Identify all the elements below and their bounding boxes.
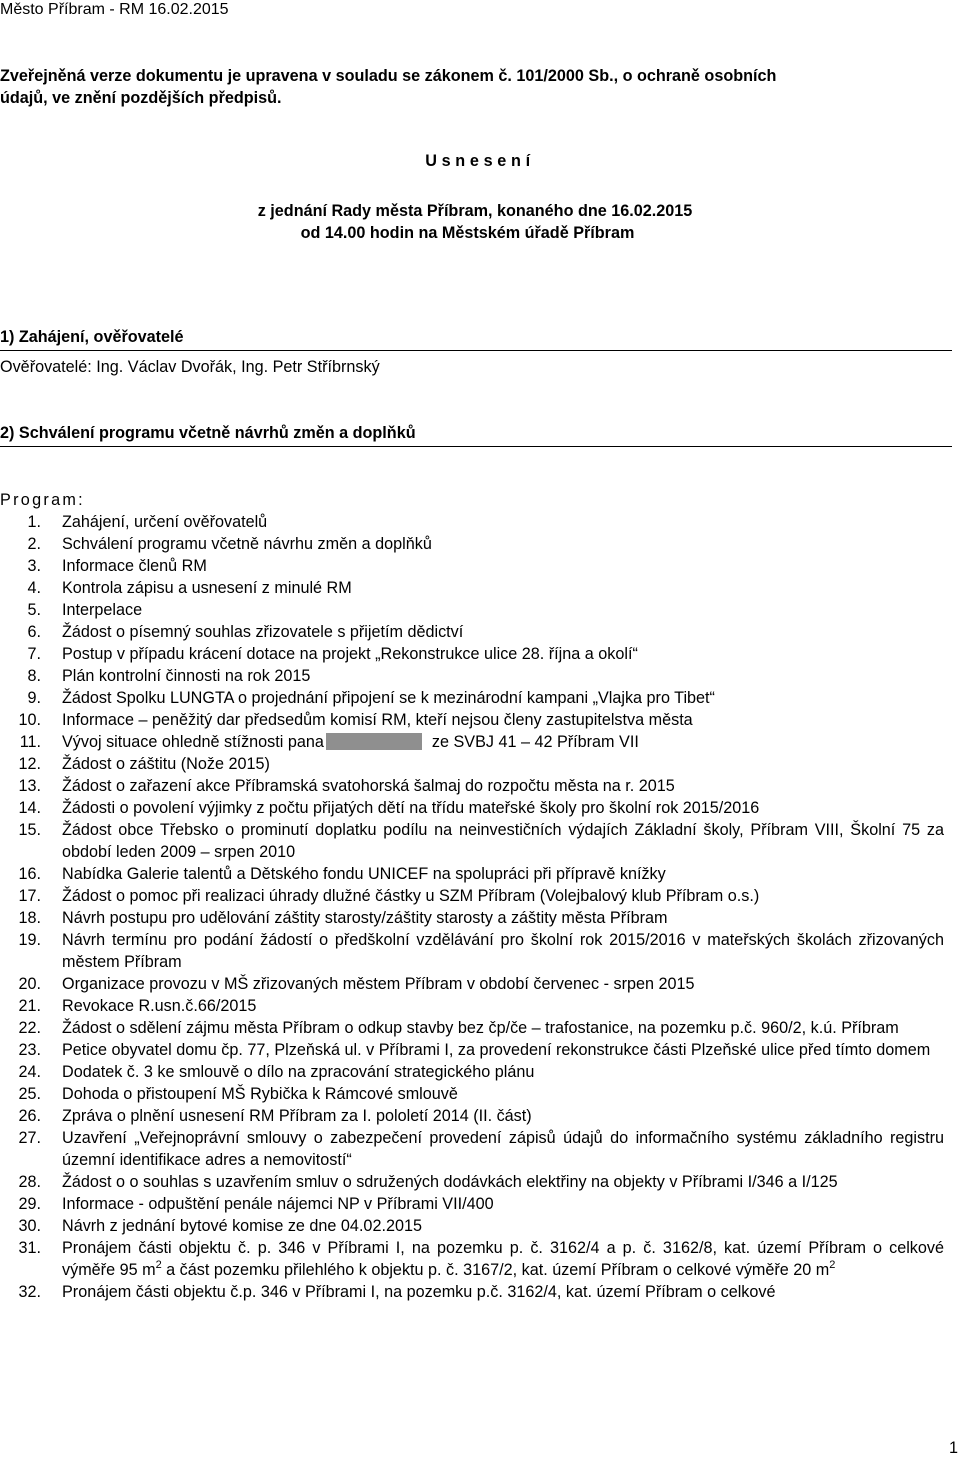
program-item: [0, 1237, 944, 1281]
program-item-number: 11.: [19, 733, 41, 751]
program-item: [0, 621, 944, 643]
program-item: [0, 533, 944, 555]
program-item: [0, 1281, 944, 1303]
program-item-number: 19.: [18, 931, 41, 949]
program-item: [0, 1127, 944, 1171]
program-item-text: Plán kontrolní činnosti na rok 2015: [62, 667, 311, 685]
program-item-number: 9.: [27, 689, 41, 707]
program-item: [0, 599, 944, 621]
program-item: [0, 1105, 944, 1127]
program-item-number: 26.: [18, 1107, 41, 1125]
program-list: [0, 511, 944, 1303]
program-item-number: 28.: [18, 1173, 41, 1191]
program-item-number: 16.: [18, 865, 41, 883]
program-item-number: 1.: [27, 513, 41, 531]
redacted-name-block: [326, 733, 422, 750]
program-item-text: Žádost o sdělení zájmu města Příbram o odkup stavby bez čp/če – trafostanice, na pozemku p.č. 960/2, k.ú. Příbram: [62, 1019, 899, 1037]
program-item-number: 27.: [18, 1129, 41, 1147]
program-item: [0, 753, 944, 775]
program-item-text: Žádost o pomoc při realizaci úhrady dlužné částky u SZM Příbram (Volejbalový klub Příbram o.s.): [62, 887, 760, 905]
program-item: [0, 1017, 944, 1039]
program-item-text: Revokace R.usn.č.66/2015: [62, 997, 257, 1015]
program-item-text: Informace - odpuštění penále nájemci NP v Příbrami VII/400: [62, 1195, 494, 1213]
program-item: [0, 511, 944, 533]
program-item-number: 12.: [18, 755, 41, 773]
program-item-text-part: Vývoj situace ohledně stížnosti pana: [62, 733, 324, 751]
program-item-text: [62, 1237, 944, 1281]
program-item-text: Interpelace: [62, 601, 143, 619]
program-item-text: [62, 731, 944, 753]
program-item-text-part: Pronájem části objektu č. p. 346 v Příbrami I, na pozemku p. č. 3162/4 a p. č. 3162/8, kat. území Příbram o celkové výměře 95 m: [62, 1239, 944, 1279]
program-item: [0, 1083, 944, 1105]
meeting-info-line-1: z jednání Rady města Příbram, konaného dne 16.02.2015: [257, 202, 693, 220]
program-item: [0, 1193, 944, 1215]
program-item-number: 8.: [27, 667, 41, 685]
program-item-text: Petice obyvatel domu čp. 77, Plzeňská ul. v Příbrami I, za provedení rekonstrukce části Plzeňské ulice před tímto domem: [62, 1041, 931, 1059]
program-item-text: Zpráva o plnění usnesení RM Příbram za I. pololetí 2014 (II. část): [62, 1107, 532, 1125]
page-number: 1: [948, 1439, 958, 1457]
program-item-text: Žádost obce Třebsko o prominutí doplatku podílu na neinvestičních výdajích Základní školy, Příbram VIII, Školní 75 za období leden 2009 – srpen 2010: [62, 821, 944, 861]
program-item-text-part: ze SVBJ 41 – 42 Příbram VII: [431, 733, 639, 751]
program-item-text: Dodatek č. 3 ke smlouvě o dílo na zpracování strategického plánu: [62, 1063, 535, 1081]
program-item-text: Postup v případu krácení dotace na projekt „Rekonstrukce ulice 28. října a okolí“: [62, 645, 638, 663]
program-item-number: 14.: [18, 799, 41, 817]
superscript-unit: 2: [829, 1259, 836, 1271]
program-item-text: Žádosti o povolení výjimky z počtu přijatých dětí na třídu mateřské školy pro školní rok 2015/2016: [62, 799, 760, 817]
program-item: [0, 995, 944, 1017]
program-item-number: 29.: [18, 1195, 41, 1213]
program-item-number: 10.: [18, 711, 41, 729]
program-item: [0, 973, 944, 995]
program-item-number: 17.: [18, 887, 41, 905]
disclaimer-line-1: Zveřejněná verze dokumentu je upravena v souladu se zákonem č. 101/2000 Sb., o ochraně osobních: [0, 67, 777, 85]
program-item: [0, 643, 944, 665]
program-item: [0, 577, 944, 599]
program-item-text: Dohoda o přistoupení MŠ Rybička k Rámcové smlouvě: [62, 1085, 458, 1103]
program-item-text: Organizace provozu v MŠ zřizovaných městem Příbram v období červenec - srpen 2015: [62, 975, 695, 993]
program-item: [0, 885, 944, 907]
program-item-text: Pronájem části objektu č.p. 346 v Příbrami I, na pozemku p.č. 3162/4, kat. území Příbram o celkové: [62, 1283, 776, 1301]
resolution-title: Usnesení: [425, 152, 535, 170]
program-item-text: Informace – peněžitý dar předsedům komisí RM, kteří nejsou členy zastupitelstva města: [62, 711, 693, 729]
program-item-number: 13.: [18, 777, 41, 795]
program-item-number: 20.: [18, 975, 41, 993]
program-item-number: 6.: [27, 623, 41, 641]
program-item-number: 31.: [18, 1239, 41, 1257]
program-item-text: Žádost o písemný souhlas zřizovatele s přijetím dědictví: [62, 623, 464, 641]
program-item: [0, 797, 944, 819]
program-item-number: 22.: [18, 1019, 41, 1037]
program-item-number: 24.: [18, 1063, 41, 1081]
program-item-number: 3.: [27, 557, 41, 575]
superscript-unit: 2: [155, 1259, 162, 1271]
program-item: [0, 1215, 944, 1237]
program-item-text: Nabídka Galerie talentů a Dětského fondu UNICEF na spolupráci při přípravě knížky: [62, 865, 666, 883]
program-item-number: 18.: [18, 909, 41, 927]
program-item: [0, 775, 944, 797]
program-item: [0, 1039, 944, 1061]
program-item-number: 5.: [27, 601, 41, 619]
program-item-text: Schválení programu včetně návrhu změn a doplňků: [62, 535, 432, 553]
program-item-number: 21.: [18, 997, 41, 1015]
program-item-number: 2.: [27, 535, 41, 553]
program-item: [0, 555, 944, 577]
program-item-text: Kontrola zápisu a usnesení z minulé RM: [62, 579, 352, 597]
program-item-number: 30.: [18, 1217, 41, 1235]
program-item-text: Informace členů RM: [62, 557, 207, 575]
program-item-text-part: a část pozemku přilehlého k objektu p. č. 3167/2, kat. území Příbram o celkové výměře 20 m: [161, 1261, 830, 1279]
program-item: [0, 1061, 944, 1083]
program-item: [0, 665, 944, 687]
program-item: [0, 863, 944, 885]
program-item: [0, 907, 944, 929]
program-item: [0, 687, 944, 709]
disclaimer-line-2: údajů, ve znění pozdějších předpisů.: [0, 89, 282, 107]
program-item-text: Uzavření „Veřejnoprávní smlouvy o zabezpečení provedení zápisů údajů do informačního systému základního registru územní identifikace adres a nemovitostí“: [62, 1129, 944, 1169]
program-item-number: 15.: [18, 821, 41, 839]
program-item: [0, 731, 944, 753]
program-item-number: 7.: [27, 645, 41, 663]
verifiers-text: Ověřovatelé: Ing. Václav Dvořák, Ing. Petr Stříbrnský: [0, 358, 380, 376]
program-item-text: Žádost o o souhlas s uzavřením smluv o sdružených dodávkách elektřiny na objekty v Příbrami I/346 a I/125: [62, 1173, 838, 1191]
program-item: [0, 709, 944, 731]
program-item-text: Žádost Spolku LUNGTA o projednání připojení se k mezinárodní kampani „Vlajka pro Tibet“: [62, 689, 715, 707]
program-item-number: 23.: [18, 1041, 41, 1059]
program-item: [0, 929, 944, 973]
meeting-info-line-2: od 14.00 hodin na Městském úřadě Příbram: [300, 224, 635, 242]
program-item-number: 32.: [18, 1283, 41, 1301]
program-item-text: Zahájení, určení ověřovatelů: [62, 513, 268, 531]
program-item-number: 4.: [27, 579, 41, 597]
program-item: [0, 819, 944, 863]
program-item-text: Žádost o zařazení akce Příbramská svatohorská šalmaj do rozpočtu města na r. 2015: [62, 777, 675, 795]
program-item-text: Návrh termínu pro podání žádostí o předškolní vzdělávání pro školní rok 2015/2016 v mateřských školách zřizovaných městem Příbram: [62, 931, 944, 971]
privacy-disclaimer: [0, 65, 950, 109]
section-heading-program-approval: 2) Schválení programu včetně návrhů změn a doplňků: [0, 422, 952, 447]
program-item-text: Návrh postupu pro udělování záštity starosty/záštity starosty a záštity města Příbram: [62, 909, 668, 927]
program-item-text: Žádost o záštitu (Nože 2015): [62, 755, 270, 773]
running-header: Město Příbram - RM 16.02.2015: [0, 1, 229, 18]
program-item-number: 25.: [18, 1085, 41, 1103]
program-item: [0, 1171, 944, 1193]
program-item-text: Návrh z jednání bytové komise ze dne 04.02.2015: [62, 1217, 422, 1235]
section-heading-opening: 1) Zahájení, ověřovatelé: [0, 326, 952, 351]
program-label: Program:: [0, 491, 85, 509]
